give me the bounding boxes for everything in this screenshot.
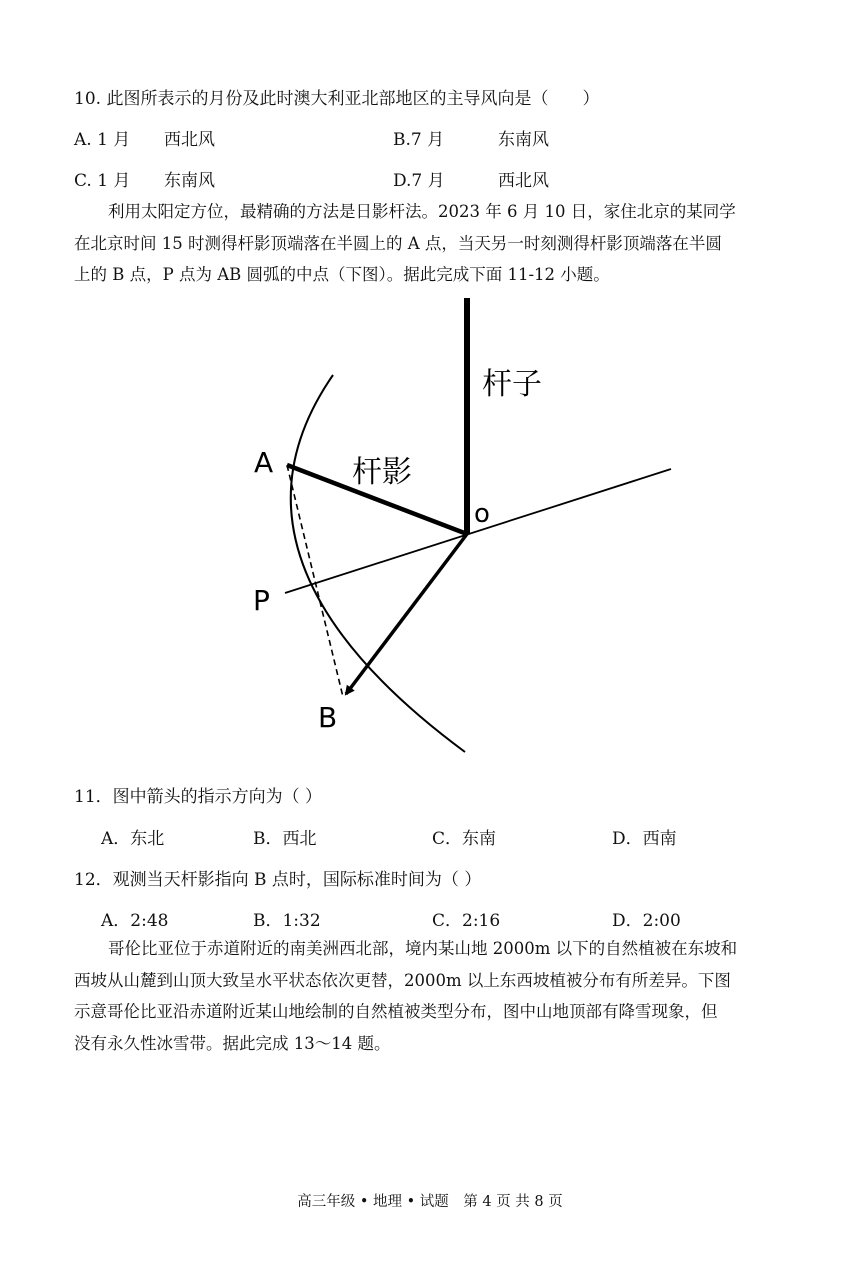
q10-option-d-label: D.7 月 <box>393 171 445 191</box>
q12-option-d[interactable]: D．2:00 <box>612 911 681 931</box>
sundial-figure <box>0 290 860 770</box>
intro-paragraph-13-14 <box>74 933 786 1059</box>
q11-option-d[interactable]: D．西南 <box>612 829 677 849</box>
q10-option-d[interactable] <box>393 166 549 191</box>
label-pole: 杆子 <box>482 367 542 402</box>
label-point-o: o <box>474 499 490 529</box>
intro2-line-3: 示意哥伦比亚沿赤道附近某山地绘制的自然植被类型分布，图中山地顶部有降雪现象，但 <box>74 1002 718 1021</box>
q12-stem: 12．观测当天杆影指向 B 点时，国际标准时间为（ ） <box>74 870 482 890</box>
q10-option-a[interactable] <box>74 125 215 150</box>
q10-option-c[interactable] <box>74 166 215 191</box>
q10-option-c-label: C. 1 月 <box>74 171 131 191</box>
q10-option-b-label: B.7 月 <box>393 130 445 150</box>
q11-option-a[interactable]: A．东北 <box>101 829 165 849</box>
label-point-b: B <box>318 701 338 734</box>
q10-option-c-text: 东南风 <box>164 171 215 191</box>
intro2-line-1: 哥伦比亚位于赤道附近的南美洲西北部，境内某山地 2000m 以下的自然植被在东坡和 <box>108 939 738 958</box>
q12-option-b[interactable]: B．1:32 <box>253 911 321 931</box>
page-footer: 高三年级 • 地理 • 试题 第 4 页 共 8 页 <box>297 1194 563 1210</box>
q10-option-a-text: 西北风 <box>164 130 215 150</box>
q10-option-a-label: A. 1 月 <box>74 130 131 150</box>
q10-stem: 10. 此图所表示的月份及此时澳大利亚北部地区的主导风向是（ ） <box>74 89 600 109</box>
intro1-line-2: 在北京时间 15 时测得杆影顶端落在半圆上的 A 点，当天另一时刻测得杆影顶端落在半圆 <box>74 233 722 253</box>
q11-option-c[interactable]: C．东南 <box>432 829 497 849</box>
label-point-p: P <box>253 584 270 617</box>
q10-option-b[interactable] <box>393 125 549 150</box>
intro1-line-3: 上的 B 点，P 点为 AB 圆弧的中点（下图）。据此完成下面 11-12 小题。 <box>74 265 610 284</box>
arrow-ob <box>346 534 467 694</box>
chord-ab-dashed <box>287 465 343 697</box>
label-point-a: A <box>254 446 274 479</box>
intro2-line-2: 西坡从山麓到山顶大致呈水平状态依次更替，2000m 以上东西坡植被分布有所差异。下图 <box>74 970 731 990</box>
intro1-line-1: 利用太阳定方位，最精确的方法是日影杆法。2023 年 6 月 10 日，家住北京的某同学 <box>108 202 736 221</box>
q12-option-a[interactable]: A．2:48 <box>101 911 169 931</box>
q11-stem: 11．图中箭头的指示方向为（ ） <box>74 787 323 807</box>
intro2-line-4: 没有永久性冰雪带。据此完成 13～14 题。 <box>74 1033 391 1053</box>
q11-option-b[interactable]: B．西北 <box>253 829 317 849</box>
intro-paragraph-11-12 <box>74 196 786 291</box>
q12-option-c[interactable]: C．2:16 <box>432 911 501 931</box>
q10-option-d-text: 西北风 <box>498 171 549 191</box>
label-shadow: 杆影 <box>352 455 412 490</box>
q10-option-b-text: 东南风 <box>498 130 549 150</box>
